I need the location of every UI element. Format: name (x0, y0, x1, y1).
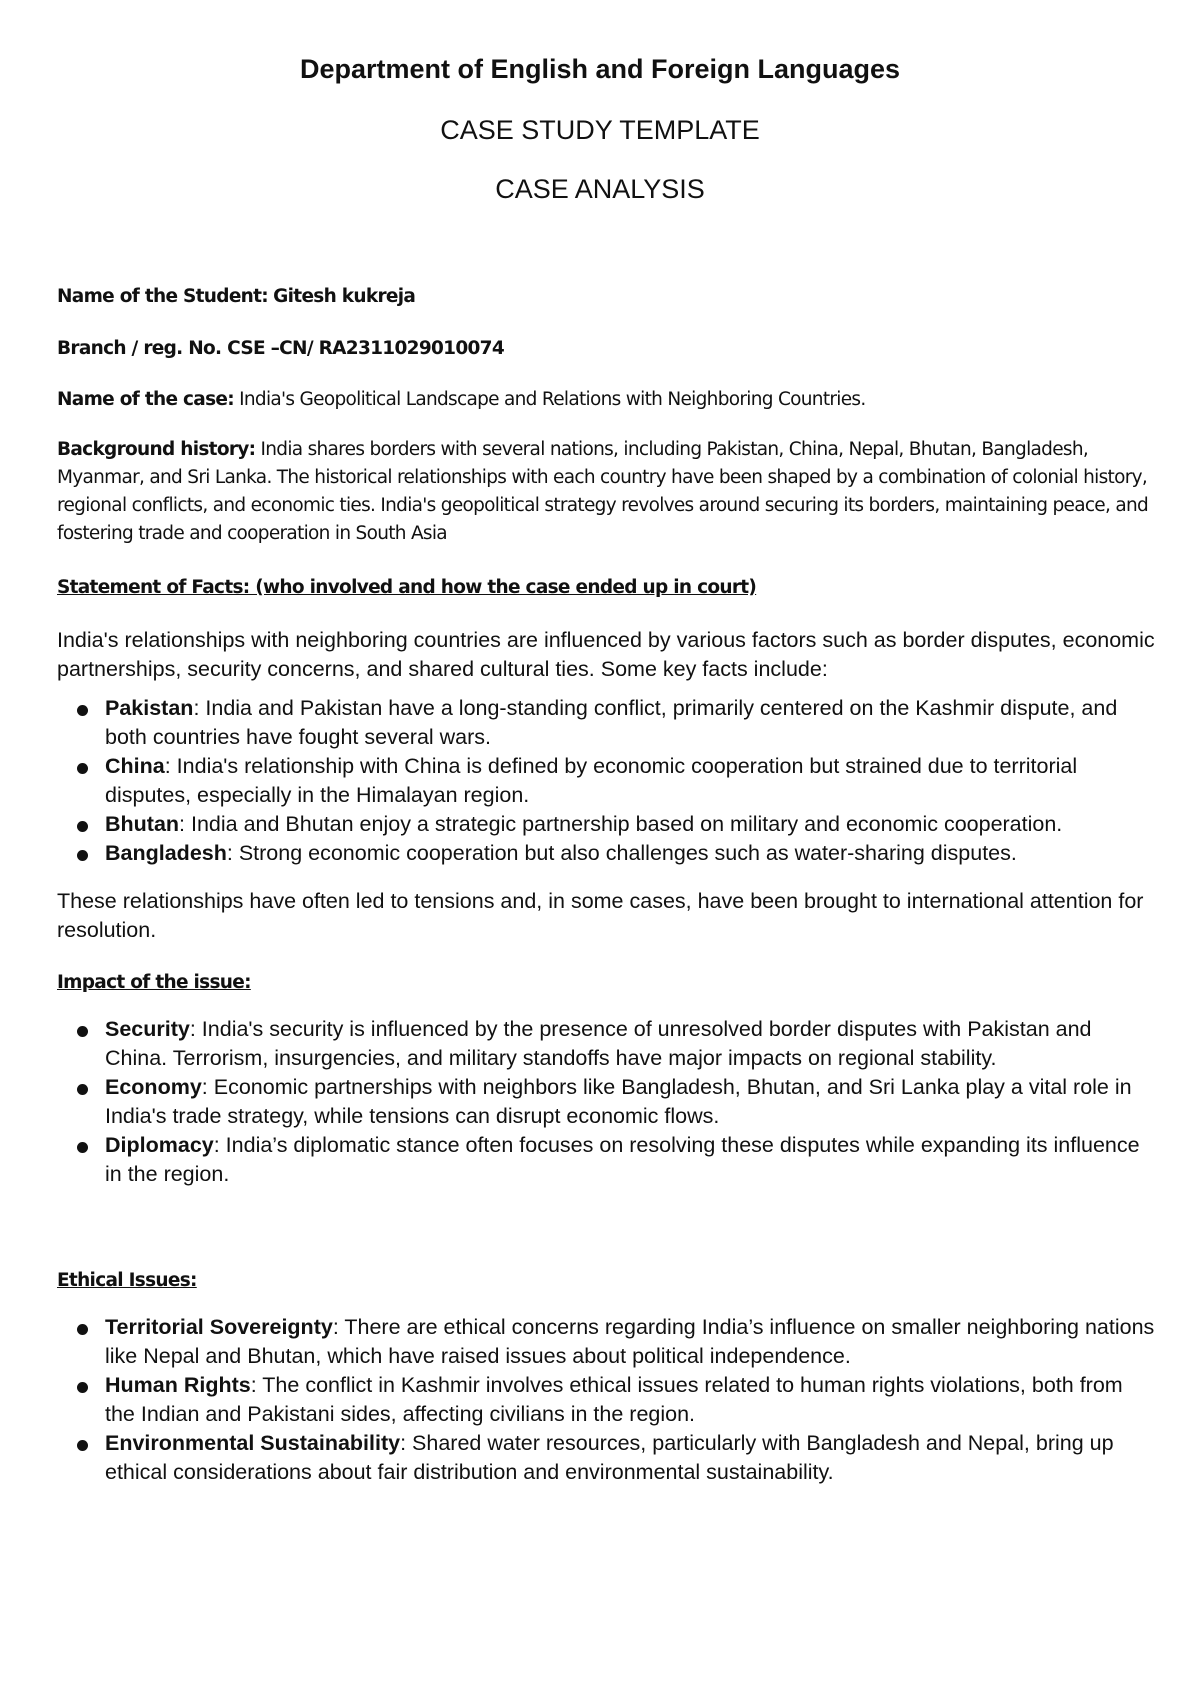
list-item: China: India's relationship with China is defined by economic cooperation but strained due to territorial disputes, especially in the Himalayan region. (57, 752, 1157, 810)
analysis-title: CASE ANALYSIS (495, 174, 705, 204)
ethical-issues-heading: Ethical Issues: (57, 1270, 197, 1291)
impact-list (57, 1015, 1157, 1189)
background-text: India shares borders with several nations, including Pakistan, China, Nepal, Bhutan, Bangladesh, Myanmar, and Sri Lanka. The historical relationships with each country have been shaped by a combination of colonial history, regional conflicts, and economic ties. India's geopolitical strategy revolves around securing its borders, maintaining peace, and fostering trade and cooperation in South Asia (57, 439, 1149, 544)
list-item: Pakistan: India and Pakistan have a long-standing conflict, primarily centered on the Kashmir dispute, and both countries have fought several wars. (57, 694, 1157, 752)
bullet-icon (77, 1084, 88, 1095)
list-item: Diplomacy: India’s diplomatic stance often focuses on resolving these disputes while expanding its influence in the region. (57, 1131, 1157, 1189)
list-item: Territorial Sovereignty: There are ethical concerns regarding India’s influence on smaller neighboring nations like Nepal and Bhutan, which have raised issues about political independence. (57, 1313, 1157, 1371)
bullet-icon (77, 1440, 88, 1451)
list-item: Security: India's security is influenced by the presence of unresolved border disputes with Pakistan and China. Terrorism, insurgencies, and military standoffs have major impacts on regional stability. (57, 1015, 1157, 1073)
template-title: CASE STUDY TEMPLATE (440, 115, 760, 145)
bullet-icon (77, 1324, 88, 1335)
list-item: Environmental Sustainability: Shared water resources, particularly with Bangladesh and Nepal, bring up ethical considerations about fair distribution and environmental sustainability. (57, 1429, 1157, 1487)
bullet-icon (77, 821, 88, 832)
bullet-icon (77, 1382, 88, 1393)
background-label: Background history: (57, 439, 256, 460)
list-item: Bhutan: India and Bhutan enjoy a strategic partnership based on military and economic cooperation. (57, 810, 1157, 839)
statement-of-facts-heading: Statement of Facts: (who involved and how the case ended up in court) (57, 577, 757, 598)
student-name-label: Name of the Student: (57, 286, 268, 307)
bullet-icon (77, 763, 88, 774)
impact-heading: Impact of the issue: (57, 972, 251, 993)
bullet-icon (77, 1026, 88, 1037)
bullet-icon (77, 1142, 88, 1153)
list-item: Bangladesh: Strong economic cooperation but also challenges such as water-sharing disputes. (57, 839, 1157, 868)
background-history (57, 436, 1157, 548)
student-name-line (57, 283, 1157, 311)
case-name-value: India's Geopolitical Landscape and Relations with Neighboring Countries. (239, 389, 866, 410)
facts-intro: India's relationships with neighboring countries are influenced by various factors such as border disputes, economic partnerships, security concerns, and shared cultural ties. Some key facts include: (57, 628, 1155, 681)
ethics-list (57, 1313, 1157, 1487)
bullet-icon (77, 705, 88, 716)
facts-list (57, 694, 1157, 868)
case-name-line (57, 386, 1157, 414)
branch-reg-line: Branch / reg. No. CSE –CN/ RA2311029010074 (57, 338, 505, 359)
document-body (57, 283, 1157, 1487)
case-name-label: Name of the case: (57, 389, 234, 410)
bullet-icon (77, 850, 88, 861)
list-item: Human Rights: The conflict in Kashmir involves ethical issues related to human rights violations, both from the Indian and Pakistani sides, affecting civilians in the region. (57, 1371, 1157, 1429)
department-title: Department of English and Foreign Languages (299, 54, 901, 84)
list-item: Economy: Economic partnerships with neighbors like Bangladesh, Bhutan, and Sri Lanka play a vital role in India's trade strategy, while tensions can disrupt economic flows. (57, 1073, 1157, 1131)
facts-closing: These relationships have often led to tensions and, in some cases, have been brought to international attention for resolution. (57, 889, 1144, 942)
student-name-value: Gitesh kukreja (273, 286, 416, 307)
